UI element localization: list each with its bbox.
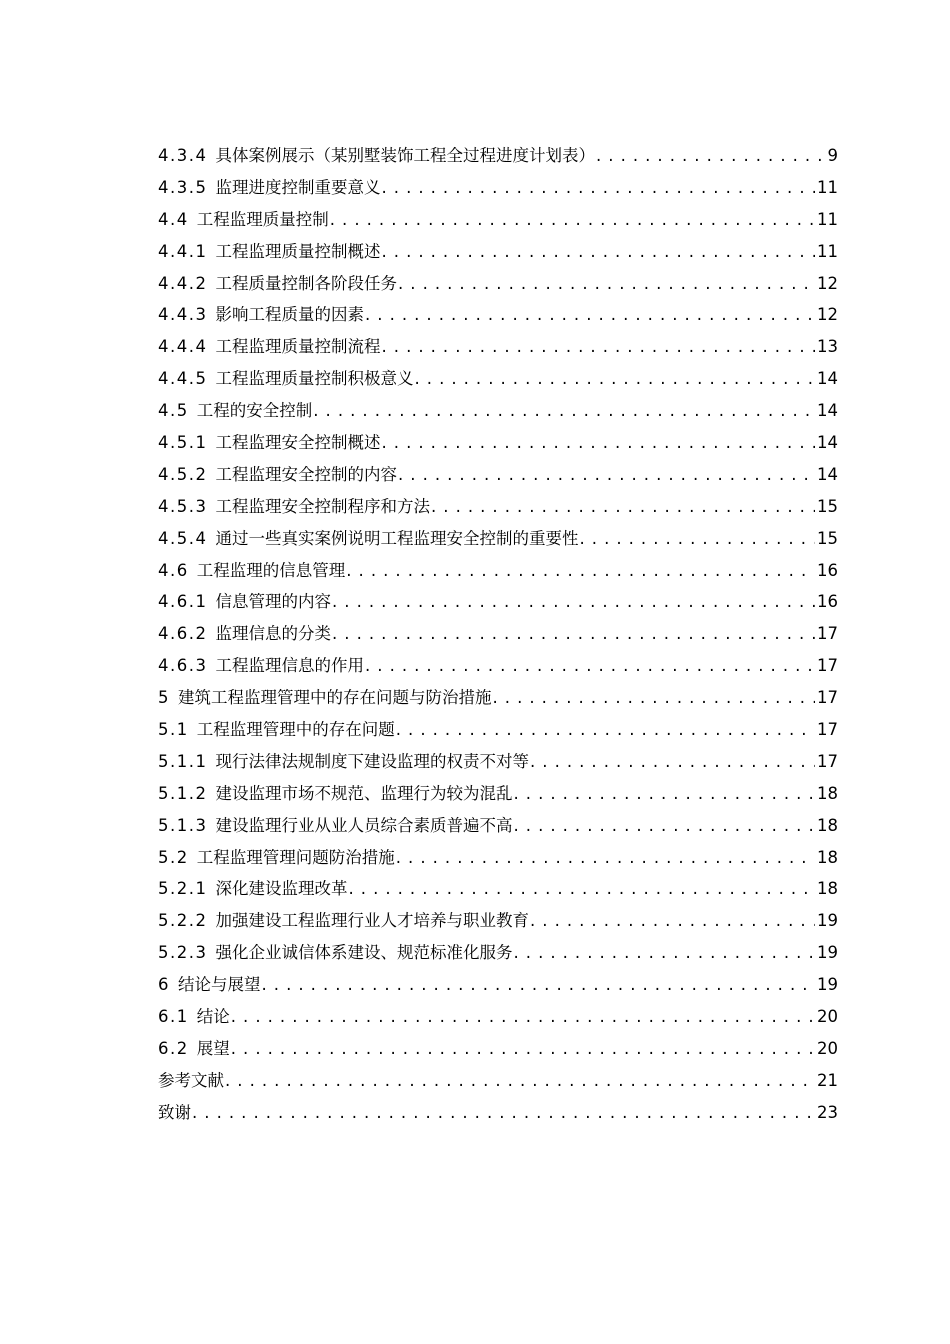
toc-entry-title: 影响工程质量的因素 [215,305,364,325]
toc-entry-number: 5.2.1 [158,879,208,899]
toc-entry-number: 4.4.5 [158,369,208,389]
toc-entry[interactable] [158,1001,838,1033]
toc-dot-leader [225,1065,815,1097]
toc-entry-page: 21 [817,1070,838,1090]
toc-entry[interactable] [158,618,838,650]
toc-dot-leader [530,746,815,778]
toc-dot-leader [365,299,815,331]
toc-entry-title: 深化建设监理改革 [215,879,348,899]
toc-entry-title: 建设监理行业从业人员综合素质普遍不高 [215,815,513,835]
toc-entry-title: 参考文献 [158,1070,224,1090]
toc-entry-number: 5.2.2 [158,911,208,931]
toc-entry-title: 工程监理质量控制流程 [215,337,381,357]
toc-entry-title: 建设监理市场不规范、监理行为较为混乱 [215,783,513,803]
toc-entry-title: 结论 [196,1007,230,1027]
toc-entry-page: 12 [817,273,838,293]
toc-entry[interactable] [158,586,838,618]
toc-entry-title: 工程监理质量控制概述 [215,241,381,261]
toc-entry[interactable] [158,204,838,236]
toc-entry-title: 监理信息的分类 [215,624,331,644]
toc-entry-number: 5.1.1 [158,751,208,771]
toc-dot-leader [381,427,815,459]
toc-dot-leader [398,459,815,491]
toc-entry-title: 工程质量控制各阶段任务 [215,273,397,293]
toc-dot-leader [381,172,815,204]
toc-entry-number: 4.3.4 [158,146,208,165]
toc-entry[interactable] [158,299,838,331]
toc-entry-title: 展望 [196,1038,230,1058]
toc-entry-page: 11 [817,241,838,261]
toc-entry-page: 17 [817,720,838,740]
toc-entry-page: 17 [817,624,838,644]
toc-entry-title: 具体案例展示（某别墅装饰工程全过程进度计划表） [215,146,595,165]
toc-entry-number: 4.4.3 [158,305,208,325]
toc-entry[interactable] [158,1097,838,1129]
toc-entry-title: 加强建设工程监理行业人才培养与职业教育 [215,911,529,931]
toc-entry-number: 4.4 [158,209,189,229]
toc-entry-page: 17 [817,656,838,676]
toc-entry-number: 4.5.3 [158,496,208,516]
table-of-contents [158,140,838,1129]
toc-entry-title: 工程监理信息的作用 [215,656,364,676]
toc-entry[interactable] [158,172,838,204]
toc-entry[interactable] [158,682,838,714]
toc-entry[interactable] [158,523,838,555]
toc-entry[interactable] [158,236,838,268]
toc-dot-leader [313,395,815,427]
toc-dot-leader [330,204,815,236]
toc-entry-number: 4.4.1 [158,241,208,261]
toc-entry[interactable] [158,905,838,937]
toc-entry-page: 17 [817,751,838,771]
toc-entry-title: 工程监理管理问题防治措施 [196,847,395,867]
toc-entry[interactable] [158,650,838,682]
toc-dot-leader [513,810,815,842]
toc-dot-leader [396,714,815,746]
toc-dot-leader [396,842,815,874]
toc-entry-page: 19 [817,911,838,931]
toc-entry[interactable] [158,969,838,1001]
toc-entry-title: 工程的安全控制 [196,401,313,421]
toc-entry-title: 信息管理的内容 [215,592,331,612]
toc-dot-leader [348,873,815,905]
toc-dot-leader [381,236,815,268]
toc-dot-leader [192,1097,815,1129]
toc-dot-leader [513,778,815,810]
toc-entry-page: 12 [817,305,838,325]
toc-entry-title: 工程监理安全控制概述 [215,433,381,453]
toc-entry-number: 4.5.2 [158,464,208,484]
toc-entry[interactable] [158,1033,838,1065]
toc-dot-leader [365,650,815,682]
toc-entry-number: 4.5.4 [158,528,208,548]
toc-entry-number: 4.6.1 [158,592,208,612]
toc-entry[interactable] [158,1065,838,1097]
toc-dot-leader [332,618,815,650]
toc-entry-title: 工程监理质量控制积极意义 [215,369,414,389]
toc-dot-leader [398,268,815,300]
toc-entry-number: 4.5 [158,401,189,421]
toc-dot-leader [579,523,815,555]
toc-entry[interactable] [158,778,838,810]
toc-entry-page: 14 [817,369,838,389]
toc-entry[interactable] [158,714,838,746]
toc-entry-page: 19 [817,943,838,963]
toc-entry[interactable] [158,842,838,874]
toc-entry-number: 5 [158,688,170,708]
toc-entry-title: 通过一些真实案例说明工程监理安全控制的重要性 [215,528,579,548]
toc-entry-number: 5.2 [158,847,189,867]
toc-entry-title: 工程监理质量控制 [196,209,329,229]
toc-entry[interactable] [158,331,838,363]
toc-entry-page: 18 [817,783,838,803]
toc-dot-leader [493,682,816,714]
toc-entry-title: 工程监理安全控制的内容 [215,464,397,484]
toc-dot-leader [346,555,815,587]
toc-dot-leader [262,969,816,1001]
toc-entry-page: 20 [817,1038,838,1058]
toc-entry-title: 致谢 [158,1102,191,1122]
toc-entry-page: 16 [817,560,838,580]
toc-dot-leader [414,363,815,395]
toc-entry[interactable] [158,491,838,523]
toc-entry-title: 工程监理的信息管理 [196,560,346,580]
toc-dot-leader [231,1033,815,1065]
toc-dot-leader [431,491,815,523]
toc-entry-title: 强化企业诚信体系建设、规范标准化服务 [215,943,513,963]
toc-entry-page: 19 [817,975,838,995]
toc-entry-page: 11 [817,177,838,197]
toc-dot-leader [332,586,815,618]
toc-entry-page: 13 [817,337,838,357]
toc-entry-number: 5.1.2 [158,783,208,803]
toc-dot-leader [231,1001,815,1033]
toc-entry-page: 14 [817,464,838,484]
toc-entry[interactable] [158,427,838,459]
toc-entry-number: 4.3.5 [158,177,208,197]
toc-entry-page: 15 [817,496,838,516]
toc-entry-title: 工程监理安全控制程序和方法 [215,496,430,516]
toc-dot-leader [596,140,826,172]
toc-entry-page: 20 [817,1007,838,1027]
toc-entry-page: 23 [817,1102,838,1122]
toc-entry-number: 5.1.3 [158,815,208,835]
toc-entry-page: 18 [817,847,838,867]
toc-entry-number: 6.1 [158,1007,189,1027]
toc-entry-title: 监理进度控制重要意义 [215,177,381,197]
toc-entry[interactable] [158,873,838,905]
toc-entry-number: 4.4.2 [158,273,208,293]
toc-entry[interactable] [158,555,838,587]
toc-entry-page: 16 [817,592,838,612]
toc-entry-page: 9 [827,146,838,165]
toc-entry-title: 结论与展望 [178,975,261,995]
toc-entry[interactable] [158,459,838,491]
toc-entry-title: 建筑工程监理管理中的存在问题与防治措施 [178,688,492,708]
toc-entry[interactable] [158,268,838,300]
toc-entry-page: 14 [817,401,838,421]
toc-entry-number: 4.6 [158,560,189,580]
toc-entry[interactable] [158,395,838,427]
toc-entry[interactable] [158,140,838,172]
toc-entry-number: 4.4.4 [158,337,208,357]
toc-entry-number: 5.1 [158,720,189,740]
toc-entry-page: 11 [817,209,838,229]
toc-entry-number: 4.6.2 [158,624,208,644]
toc-dot-leader [513,937,815,969]
toc-entry-number: 6.2 [158,1038,189,1058]
toc-entry[interactable] [158,810,838,842]
toc-entry-page: 18 [817,879,838,899]
toc-entry-page: 15 [817,528,838,548]
toc-entry-page: 17 [817,688,838,708]
toc-dot-leader [530,905,815,937]
toc-entry-number: 4.5.1 [158,433,208,453]
toc-entry-number: 5.2.3 [158,943,208,963]
toc-entry-number: 6 [158,975,170,995]
toc-dot-leader [381,331,815,363]
toc-entry-number: 4.6.3 [158,656,208,676]
toc-entry-page: 14 [817,433,838,453]
toc-entry-page: 18 [817,815,838,835]
toc-entry[interactable] [158,746,838,778]
toc-entry-title: 现行法律法规制度下建设监理的权责不对等 [215,751,529,771]
toc-entry[interactable] [158,937,838,969]
toc-entry[interactable] [158,363,838,395]
toc-entry-title: 工程监理管理中的存在问题 [196,720,395,740]
